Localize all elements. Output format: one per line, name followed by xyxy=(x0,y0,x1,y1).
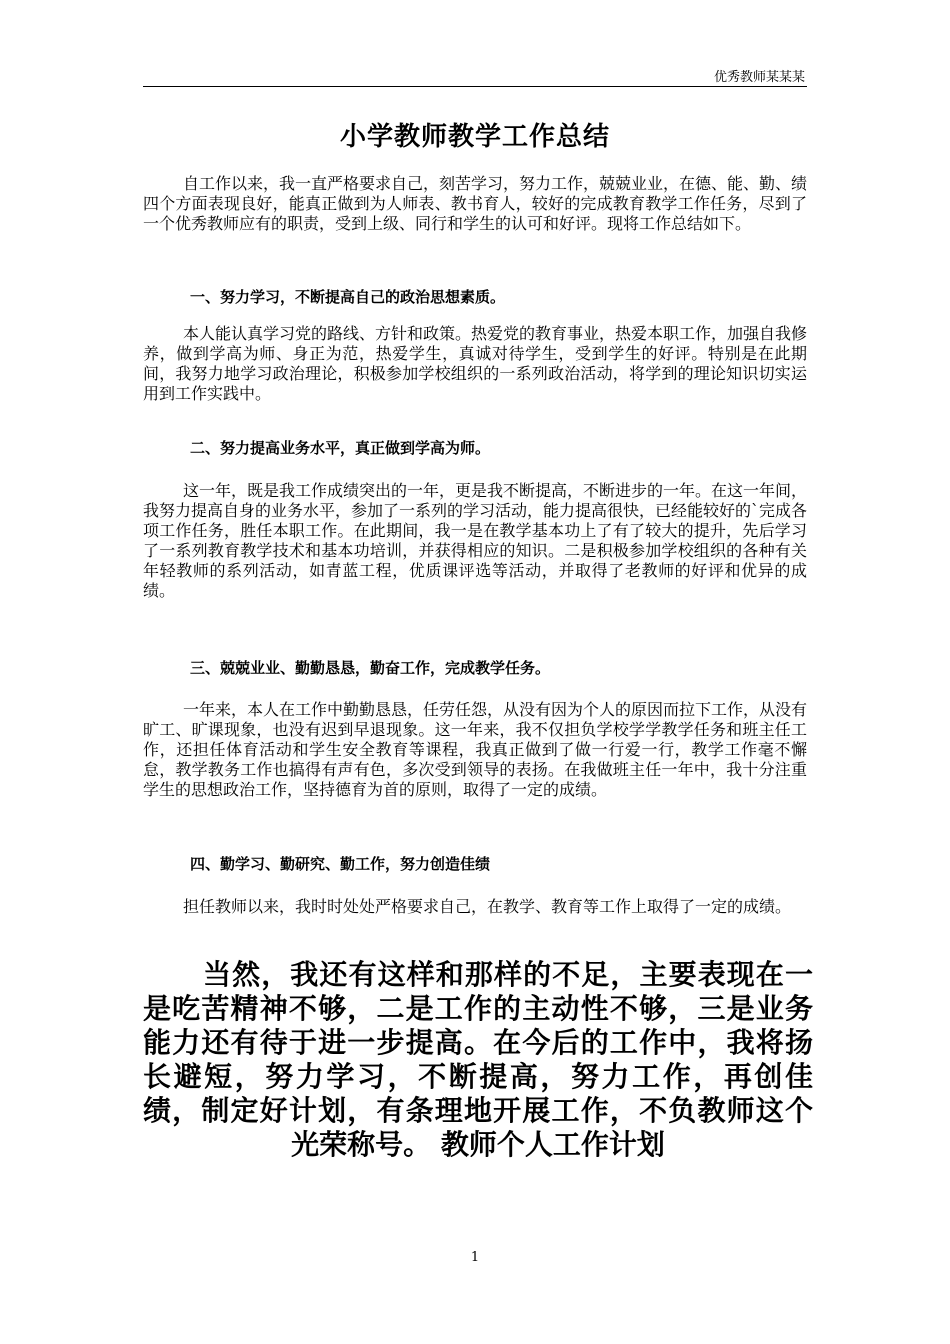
section-3-body: 一年来，本人在工作中勤勤恳恳，任劳任怨，从没有因为个人的原因而拉下工作，从没有旷工、旷课现象，也没有迟到早退现象。这一年来，我不仅担负学校学学教学任务和班主任工作，还担任体育活动和学生安全教育等课程，我真正做到了做一行爱一行，教学工作毫不懈怠，教学教务工作也搞得有声有色，多次受到领导的表扬。在我做班主任一年中，我十分注重学生的思想政治工作，坚持德育为首的原则，取得了一定的成绩。 xyxy=(143,700,808,799)
page-number: 1 xyxy=(470,1250,480,1265)
section-4-heading: 四、勤学习、勤研究、勤工作，努力创造佳绩 xyxy=(190,855,491,873)
section-2-body: 这一年，既是我工作成绩突出的一年，更是我不断提高，不断进步的一年。在这一年间，我努力提高自身的业务水平，参加了一系列的学习活动，能力提高很快，已经能较好的`完成各项工作任务，胜任本职工作。在此期间，我一是在教学基本功上了有了较大的提升，先后学习了一系列教育教学技术和基本功培训，并获得相应的知识。二是积极参加学校组织的各种有关年轻教师的系列活动，如青蓝工程，优质课评选等活动，并取得了老教师的好评和优异的成绩。 xyxy=(143,481,808,600)
section-1-heading: 一、努力学习，不断提高自己的政治思想素质。 xyxy=(190,288,506,306)
header-rule xyxy=(143,86,807,87)
closing-paragraph: 当然，我还有这样和那样的不足，主要表现在一是吃苦精神不够，二是工作的主动性不够，三是业务能力还有待于进一步提高。在今后的工作中，我将扬长避短，努力学习，不断提高，努力工作，再创佳绩，制定好计划，有条理地开展工作，不负教师这个光荣称号。 教师个人工作计划 xyxy=(143,958,813,1161)
section-1-body: 本人能认真学习党的路线、方针和政策。热爱党的教育事业，热爱本职工作，加强自我修养，做到学高为师、身正为范，热爱学生，真诚对待学生，受到学生的好评。特别是在此期间，我努力地学习政治理论，积极参加学校组织的一系列政治活动，将学到的理论知识切实运用到工作实践中。 xyxy=(143,324,808,403)
page-header-text: 优秀教师某某某 xyxy=(713,70,805,85)
section-2-heading: 二、努力提高业务水平，真正做到学高为师。 xyxy=(190,439,491,457)
intro-paragraph: 自工作以来，我一直严格要求自己，刻苦学习，努力工作，兢兢业业，在德、能、勤、绩四个方面表现良好，能真正做到为人师表、教书育人，较好的完成教育教学工作任务，尽到了一个优秀教师应有的职责，受到上级、同行和学生的认可和好评。现将工作总结如下。 xyxy=(143,174,808,233)
section-4-body: 担任教师以来，我时时处处严格要求自己，在教学、教育等工作上取得了一定的成绩。 xyxy=(183,897,792,916)
section-3-heading: 三、兢兢业业、勤勤恳恳，勤奋工作，完成教学任务。 xyxy=(190,659,551,677)
document-title: 小学教师教学工作总结 xyxy=(339,122,610,152)
